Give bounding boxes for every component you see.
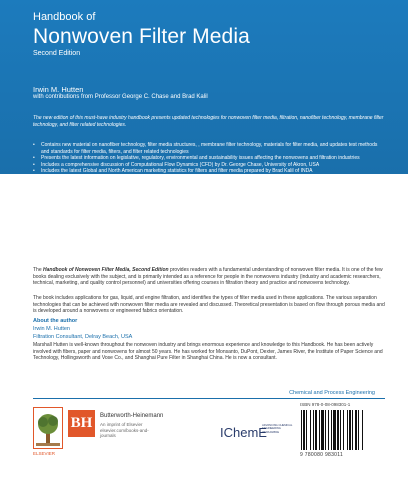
- description-paragraph-2: The book includes applications for gas, liquid, and engine filtration, and identifies the types of filter media used in these applications. The various separation technologies that can be achieved with nonwoven filter media are revealed and discussed. Theoretical presentation is based on flow through porous media and is developed around a nonwovens or engineered fabrics orientation.: [33, 295, 385, 315]
- author-name: Irwin M. Hutten: [33, 326, 70, 332]
- isbn-label: ISBN 978-0-08-098301-1: [300, 402, 351, 407]
- subject-category: Chemical and Process Engineering: [289, 390, 375, 396]
- cover-header-band: [0, 0, 408, 174]
- edition-label: Second Edition: [33, 50, 81, 57]
- p1-text: provides readers with a fundamental understanding of nonwoven filter media. It is one of the few books dealing exclusively with the subject, and is primarily intended as a reference for people in the nonwovens industry (industry and academic researchers, technical, marketing, and quality control personnel) and universities offering courses in filtration theory and practice and nonwovens technology.: [33, 267, 383, 287]
- author-affiliation: Filtration Consultant, Delray Beach, USA: [33, 334, 133, 340]
- divider: [33, 398, 385, 399]
- publisher-name: Butterworth-Heinemann: [100, 413, 164, 419]
- book-title: Nonwoven Filter Media: [33, 25, 250, 48]
- bullet-item: • Contains new material on nanofiber technology, filter media structures, , membrane filter technology, materials for filter media, and updates test methods and standards for filter media, filters, and filter related technologies: [33, 142, 385, 155]
- elsevier-wordmark: ELSEVIER: [33, 451, 56, 456]
- book-pre-title: Handbook of: [33, 11, 96, 23]
- about-author-heading: About the author: [33, 318, 78, 324]
- bullet-item: • Includes the latest Global and North American marketing statistics for filters and filter media prepared by Brad Kalil of INDA: [33, 168, 385, 175]
- p1-prefix: The: [33, 267, 44, 273]
- bullet-item: • Includes a comprehensive discussion of Computational Flow Dynamics (CFD) by Dr. George Chase, University of Akron, USA: [33, 162, 385, 169]
- p1-book-title: Handbook of Nonwoven Filter Media, Second Edition: [43, 267, 169, 273]
- barcode: [300, 410, 386, 450]
- author-bio: Marshall Hutten is well-known throughout the nonwoven industry and brings enormous experience and knowledge to this Handbook. He has been actively involved with fibers, paper and nonwovens for almost 50 years. He has worked for Monsanto, DuPont, Dexter, James River, the Institute of Paper Science and Technology, Hollingsworth and Vose Co., and Shanghai Pure Filter in Shanghai China. He is now a consultant.: [33, 342, 383, 362]
- editor-name: Irwin M. Hutten: [33, 85, 84, 94]
- icheme-tagline: ADVANCING CHEMICAL ENGINEERING WORLDWIDE: [262, 424, 293, 434]
- butterworth-heinemann-logo: BH: [68, 410, 95, 437]
- feature-bullets: [33, 142, 385, 175]
- icheme-logo: IChemE: [220, 425, 267, 440]
- bullet-item: • Presents the latest information on legislative, regulatory, environmental and sustainability issues affecting the nonwovens and filtration industries: [33, 155, 385, 162]
- publisher-imprint: An imprint of Elsevier elsevier.com/books-and-journals: [100, 422, 149, 438]
- intro-blurb: The new edition of this must-have industry handbook presents updated technologies for nonwoven filter media, filtration, nanofiber technology, membrane filter technology, and filter related technologies.: [33, 115, 384, 128]
- contributors-line: with contributions from Professor George C. Chase and Brad Kalil: [33, 94, 208, 100]
- elsevier-tree-logo: [33, 407, 63, 449]
- description-paragraph-1: [33, 267, 385, 287]
- barcode-number: 9 780080 983011: [300, 452, 344, 458]
